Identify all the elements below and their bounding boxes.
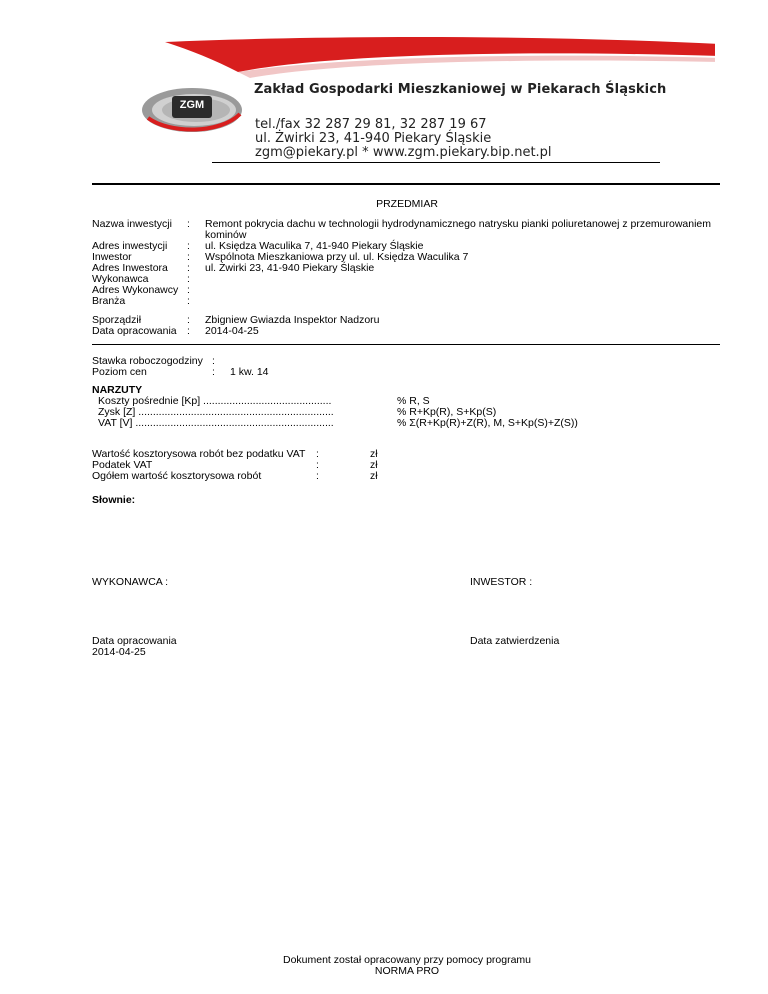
- hourly-rate-label: Stawka roboczogodziny: [92, 355, 203, 367]
- investment-name-value: Remont pokrycia dachu w technologii hydrodynamicznego natrysku pianki poliuretanowej z przemurowaniem: [205, 218, 712, 230]
- prepared-by-label: Sporządził: [92, 314, 142, 326]
- colon: :: [187, 218, 190, 230]
- in-words-label: Słownie:: [92, 494, 136, 506]
- vat-tax-currency: zł: [370, 459, 378, 471]
- profit-formula: % R+Kp(R), S+Kp(S): [397, 406, 497, 418]
- price-level-value: 1 kw. 14: [230, 366, 269, 378]
- prep-date-value: 2014-04-25: [205, 325, 259, 337]
- organization-name: Zakład Gospodarki Mieszkaniowej w Piekarach Śląskich: [254, 82, 667, 97]
- price-level-label: Poziom cen: [92, 366, 147, 378]
- colon: :: [187, 284, 190, 296]
- surcharges-heading: NARZUTY: [92, 384, 143, 396]
- signature-prep-date-label: Data opracowania: [92, 635, 177, 647]
- gross-value-currency: zł: [370, 470, 378, 482]
- footer-line-2: NORMA PRO: [374, 965, 440, 977]
- colon: :: [187, 325, 190, 337]
- prepared-by-value: Zbigniew Gwiazda Inspektor Nadzoru: [205, 314, 380, 326]
- investor-label: Inwestor: [92, 251, 132, 263]
- contact-phone: tel./fax 32 287 29 81, 32 287 19 67: [255, 117, 487, 132]
- net-value-currency: zł: [370, 448, 378, 460]
- contractor-address-label: Adres Wykonawcy: [92, 284, 179, 296]
- colon: :: [187, 273, 190, 285]
- logo-text: ZGM: [179, 99, 205, 111]
- colon: :: [187, 295, 190, 307]
- contact-address: ul. Żwirki 23, 41-940 Piekary Śląskie: [255, 131, 492, 146]
- colon: :: [187, 251, 190, 263]
- footer-line-1: Dokument został opracowany przy pomocy programu: [282, 954, 532, 966]
- investment-address-label: Adres inwestycji: [92, 240, 168, 252]
- investor-address-value: ul. Żwirki 23, 41-940 Piekary Śląskie: [205, 262, 375, 274]
- gross-value-label: Ogółem wartość kosztorysowa robót: [92, 470, 262, 482]
- contractor-label: Wykonawca: [92, 273, 149, 285]
- middle-rule: [92, 344, 720, 345]
- investment-name-value-cont: kominów: [205, 229, 247, 241]
- colon: :: [316, 448, 319, 460]
- industry-label: Branża: [92, 295, 126, 307]
- investment-address-value: ul. Księdza Waculika 7, 41-940 Piekary Śląskie: [205, 240, 424, 252]
- document-title: PRZEDMIAR: [376, 198, 438, 210]
- colon: :: [212, 355, 215, 367]
- contractor-signature-label: WYKONAWCA :: [92, 576, 169, 588]
- investment-name-label: Nazwa inwestycji: [92, 218, 172, 230]
- contact-web: zgm@piekary.pl * www.zgm.piekary.bip.net.pl: [255, 145, 552, 160]
- red-swoosh-banner: [0, 0, 768, 120]
- signature-prep-date-value: 2014-04-25: [92, 646, 146, 658]
- indirect-costs-label: Koszty pośrednie [Kp] ............................................: [98, 395, 332, 407]
- investor-address-label: Adres Inwestora: [92, 262, 168, 274]
- investor-value: Wspólnota Mieszkaniowa przy ul. ul. Księdza Waculika 7: [205, 251, 469, 263]
- net-value-label: Wartość kosztorysowa robót bez podatku VAT: [92, 448, 306, 460]
- prep-date-label: Data opracowania: [92, 325, 177, 337]
- colon: :: [187, 314, 190, 326]
- vat-formula: % Σ(R+Kp(R)+Z(R), M, S+Kp(S)+Z(S)): [397, 417, 578, 429]
- colon: :: [212, 366, 215, 378]
- vat-rate-label: VAT [V] ....................................................................: [98, 417, 334, 429]
- investor-signature-label: INWESTOR :: [470, 576, 533, 588]
- top-rule: [92, 183, 720, 185]
- profit-label: Zysk [Z] ...................................................................: [98, 406, 334, 418]
- vat-tax-label: Podatek VAT: [92, 459, 153, 471]
- letterhead-divider: [212, 162, 660, 163]
- zgm-logo: [140, 84, 244, 136]
- indirect-costs-formula: % R, S: [397, 395, 430, 407]
- colon: :: [316, 459, 319, 471]
- approval-date-label: Data zatwierdzenia: [470, 635, 560, 647]
- colon: :: [316, 470, 319, 482]
- colon: :: [187, 240, 190, 252]
- colon: :: [187, 262, 190, 274]
